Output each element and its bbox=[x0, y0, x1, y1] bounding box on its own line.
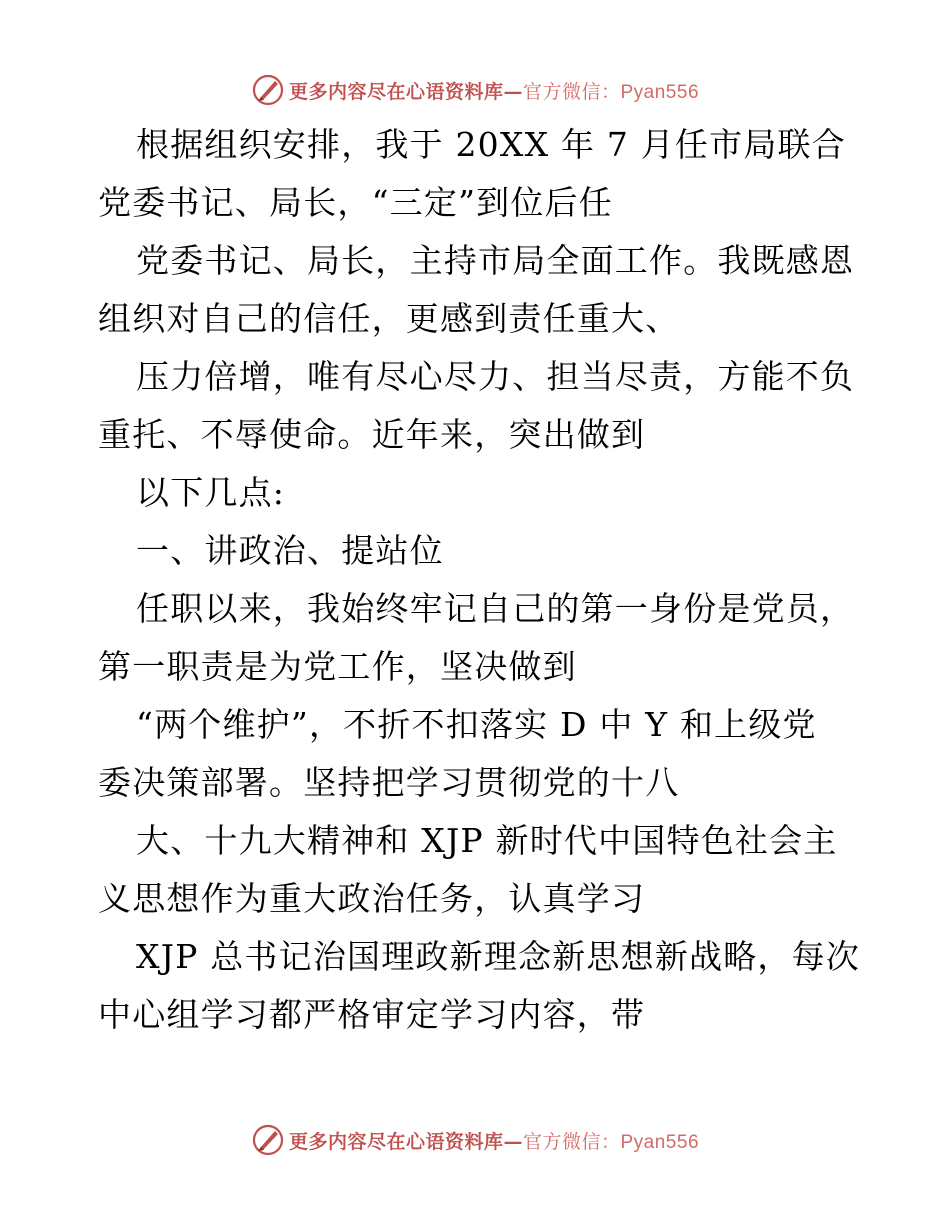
body-line: 党委书记、局长，主持市局全面工作。我既感恩 bbox=[136, 241, 855, 280]
footer-banner bbox=[0, 1120, 950, 1160]
body-line: 委决策部署。坚持把学习贯彻党的十八 bbox=[98, 763, 680, 802]
body-line: 义思想作为重大政治任务，认真学习 bbox=[98, 879, 646, 918]
body-line: 第一职责是为党工作，坚决做到 bbox=[98, 647, 577, 686]
body-line: 以下几点: bbox=[136, 473, 286, 512]
quill-pen-logo-icon bbox=[251, 1123, 285, 1157]
body-line: 根据组织安排，我于 20XX 年 7 月任市局联合 bbox=[136, 125, 846, 164]
body-line: 压力倍增，唯有尽心尽力、担当尽责，方能不负 bbox=[136, 357, 855, 396]
body-line: 大、十九大精神和 XJP 新时代中国特色社会主 bbox=[136, 821, 838, 860]
footer-banner-text: 更多内容尽在心语资料库—官方微信：Pyan556 bbox=[288, 1130, 700, 1153]
header-banner-text: 更多内容尽在心语资料库—官方微信：Pyan556 bbox=[288, 80, 700, 103]
body-line: 任职以来，我始终牢记自己的第一身份是党员， bbox=[136, 589, 855, 628]
document-body bbox=[98, 116, 861, 1044]
body-line: 中心组学习都严格审定学习内容，带 bbox=[98, 995, 646, 1034]
body-line: “两个维护”，不折不扣落实 D 中 Y 和上级党 bbox=[136, 705, 817, 744]
section-heading: 一、讲政治、提站位 bbox=[136, 531, 444, 570]
quill-pen-logo-icon bbox=[251, 73, 285, 107]
body-line: 重托、不辱使命。近年来，突出做到 bbox=[98, 415, 646, 454]
body-line: XJP 总书记治国理政新理念新思想新战略，每次 bbox=[136, 937, 861, 976]
body-line: 党委书记、局长，“三定”到位后任 bbox=[98, 183, 613, 222]
header-banner bbox=[0, 70, 950, 110]
body-line: 组织对自己的信任，更感到责任重大、 bbox=[98, 299, 680, 338]
